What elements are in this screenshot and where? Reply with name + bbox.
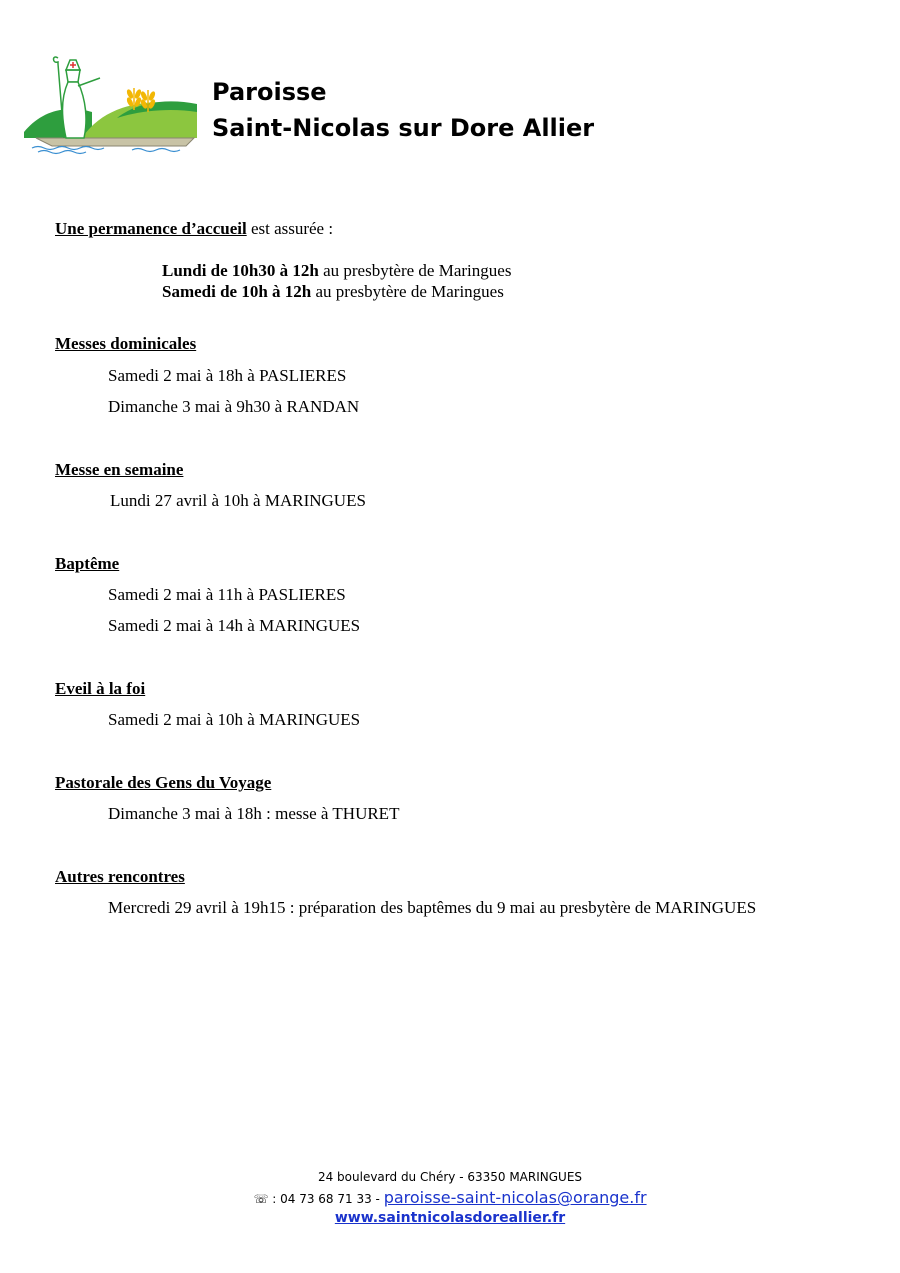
schedule-item: Lundi 27 avril à 10h à MARINGUES: [110, 491, 366, 510]
accueil-slot-where: au presbytère de Maringues: [318, 261, 512, 280]
accueil-slot: [162, 282, 504, 302]
phone-icon: ☏: [253, 1192, 269, 1206]
footer-contact: [0, 1188, 900, 1207]
parish-logo: [22, 50, 202, 155]
section-heading-messe-en-semaine: Messe en semaine: [55, 460, 184, 479]
section-heading-messes-dominicales: Messes dominicales: [55, 334, 197, 353]
accueil-heading-suffix: est assurée :: [246, 219, 334, 238]
accueil-heading: Une permanence d’accueil: [55, 219, 247, 238]
footer-phone: : 04 73 68 71 33 -: [268, 1192, 384, 1206]
schedule-item: Dimanche 3 mai à 18h : messe à THURET: [108, 804, 400, 823]
schedule-item: Mercredi 29 avril à 19h15 : préparation des baptêmes du 9 mai au presbytère de MARINGUES: [108, 898, 757, 917]
footer-email-link[interactable]: paroisse-saint-nicolas@orange.fr: [383, 1188, 647, 1207]
parish-title-line1: Paroisse: [212, 78, 327, 106]
schedule-item: Dimanche 3 mai à 9h30 à RANDAN: [108, 397, 360, 416]
footer-website-link[interactable]: www.saintnicolasdoreallier.fr: [334, 1210, 566, 1226]
schedule-item: Samedi 2 mai à 10h à MARINGUES: [108, 710, 361, 729]
schedule-item: Samedi 2 mai à 14h à MARINGUES: [108, 616, 361, 635]
footer-address: 24 boulevard du Chéry - 63350 MARINGUES: [317, 1170, 583, 1184]
accueil-slot-when: Samedi de 10h à 12h: [162, 282, 312, 301]
accueil-slot-when: Lundi de 10h30 à 12h: [162, 261, 319, 280]
schedule-item: Samedi 2 mai à 18h à PASLIERES: [108, 366, 347, 385]
accueil-slot-where: au presbytère de Maringues: [311, 282, 504, 301]
accueil-slot: [162, 261, 511, 281]
section-heading-eveil-a-la-foi: Eveil à la foi: [55, 679, 146, 698]
parish-title-line2: Saint-Nicolas sur Dore Allier: [212, 114, 595, 142]
section-heading-bapteme: Baptême: [55, 554, 120, 573]
schedule-item: Samedi 2 mai à 11h à PASLIERES: [108, 585, 346, 604]
accueil-heading-line: [55, 219, 333, 239]
section-heading-pastorale: Pastorale des Gens du Voyage: [55, 773, 272, 792]
section-heading-autres-rencontres: Autres rencontres: [55, 867, 185, 886]
